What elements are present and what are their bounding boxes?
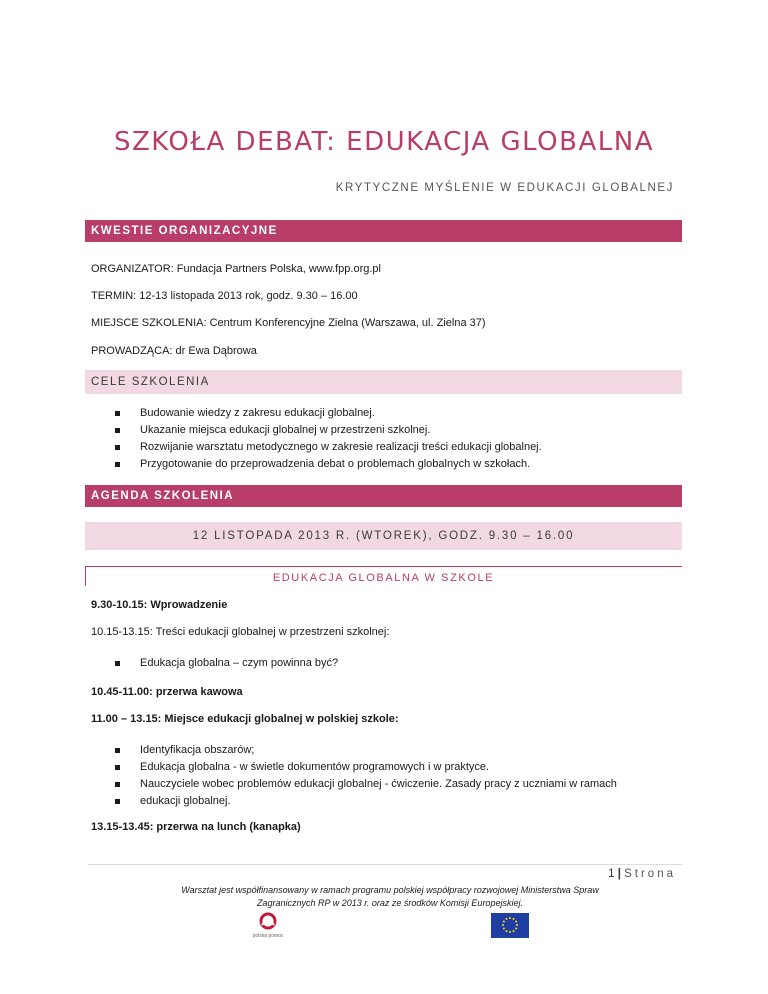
list-item: Przygotowanie do przeprowadzenia debat o problemach globalnych w szkołach. bbox=[113, 456, 542, 473]
page-number-separator: | bbox=[617, 868, 621, 880]
list-item: Edukacja globalna – czym powinna być? bbox=[113, 655, 338, 672]
agenda-entry-intro: 9.30-10.15: Wprowadzenie bbox=[91, 599, 228, 611]
list-item: Identyfikacja obszarów; bbox=[113, 742, 617, 759]
section-header-agenda: AGENDA SZKOLENIA bbox=[85, 485, 682, 507]
organizer-line: ORGANIZATOR: Fundacja Partners Polska, www.fpp.org.pl bbox=[91, 263, 381, 275]
goals-list bbox=[113, 405, 542, 473]
venue-line: MIEJSCE SZKOLENIA: Centrum Konferencyjne Zielna (Warszawa, ul. Zielna 37) bbox=[91, 317, 486, 329]
agenda-entry-place-list bbox=[113, 742, 617, 810]
document-title: SZKOŁA DEBAT: EDUKACJA GLOBALNA bbox=[113, 127, 654, 157]
page-label: Strona bbox=[624, 868, 676, 880]
list-item: Rozwijanie warsztatu metodycznego w zakresie realizacji treści edukacji globalnej. bbox=[113, 439, 542, 456]
agenda-entry-content-list bbox=[113, 655, 338, 672]
agenda-section-title: EDUKACJA GLOBALNA W SZKOLE bbox=[272, 572, 495, 584]
agenda-entry-coffee-break: 10.45-11.00: przerwa kawowa bbox=[91, 686, 243, 698]
funding-note bbox=[120, 884, 660, 910]
polska-pomoc-logo bbox=[253, 912, 283, 940]
document-subtitle: KRYTYCZNE MYŚLENIE W EDUKACJI GLOBALNEJ bbox=[335, 182, 674, 194]
list-item: Edukacja globalna - w świetle dokumentów programowych i w praktyce. bbox=[113, 759, 617, 776]
polska-pomoc-logo-text: polska pomoc bbox=[253, 933, 283, 939]
date-line: TERMIN: 12-13 listopada 2013 rok, godz. 9.30 – 16.00 bbox=[91, 290, 358, 302]
list-item: Ukazanie miejsca edukacji globalnej w przestrzeni szkolnej. bbox=[113, 422, 542, 439]
section-header-goals: CELE SZKOLENIA bbox=[85, 370, 682, 394]
funding-note-line: Zagranicznych RP w 2013 r. oraz ze środków Komisji Europejskiej. bbox=[257, 898, 523, 908]
agenda-entry-content: 10.15-13.15: Treści edukacji globalnej w przestrzeni szkolnej: bbox=[91, 626, 390, 638]
page-number bbox=[608, 868, 676, 880]
funding-note-line: Warsztat jest współfinansowany w ramach programu polskiej współpracy rozwojowej Ministerstwa Spraw bbox=[181, 885, 599, 895]
eu-flag-icon bbox=[491, 913, 529, 938]
agenda-day-header: 12 LISTOPADA 2013 R. (WTOREK), GODZ. 9.30 – 16.00 bbox=[85, 522, 682, 550]
footer-divider bbox=[88, 864, 683, 865]
list-item: Nauczyciele wobec problemów edukacji globalnej - ćwiczenie. Zasady pracy z uczniami w ramach bbox=[113, 776, 617, 793]
page-number-value: 1 bbox=[608, 868, 615, 880]
agenda-entry-lunch: 13.15-13.45: przerwa na lunch (kanapka) bbox=[91, 821, 301, 833]
list-item-continuation: edukacji globalnej. bbox=[113, 793, 617, 810]
trainer-line: PROWADZĄCA: dr Ewa Dąbrowa bbox=[91, 345, 257, 357]
list-item: Budowanie wiedzy z zakresu edukacji globalnej. bbox=[113, 405, 542, 422]
section-header-organizational: KWESTIE ORGANIZACYJNE bbox=[85, 220, 682, 242]
agenda-entry-place: 11.00 – 13.15: Miejsce edukacji globalnej w polskiej szkole: bbox=[91, 713, 399, 725]
